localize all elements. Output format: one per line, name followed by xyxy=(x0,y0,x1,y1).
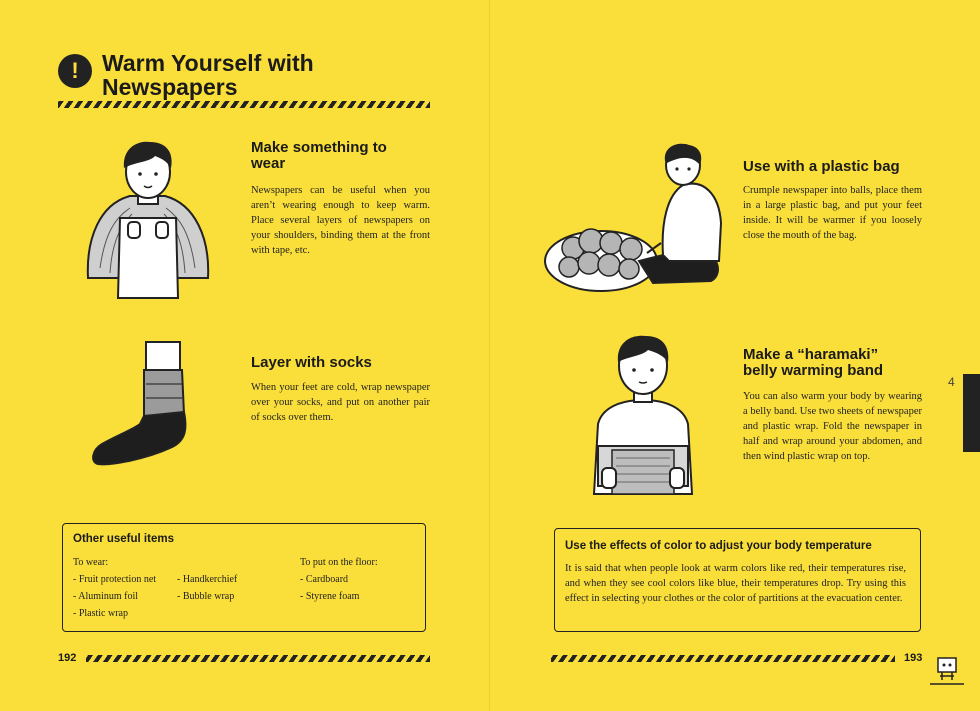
list-item: - Handkerchief xyxy=(177,574,238,585)
section-text: Newspapers can be useful when you aren’t wearing enough to keep warm. Place several layers of newspapers on your shoulders, binding them at the front with tape, etc. xyxy=(251,185,430,256)
page-number-left: 192 xyxy=(58,652,77,664)
footer-hazard-stripe xyxy=(86,655,430,662)
page-title-line: Newspapers xyxy=(102,74,238,100)
chapter-number: 4 xyxy=(948,375,955,389)
section-text: Crumple newspaper into balls, place them in a large plastic bag, and put your feet inside. It will be warmer if you loosely close the mouth of the bag. xyxy=(743,185,922,241)
section-heading-line: Make something to xyxy=(251,139,387,156)
section-heading-line: Layer with socks xyxy=(251,354,372,371)
page-gutter xyxy=(489,0,490,711)
section-heading-line: wear xyxy=(251,155,286,172)
section-heading-line: belly warming band xyxy=(743,362,884,379)
list-item: - Aluminum foil xyxy=(73,591,138,602)
floor-label: To put on the floor: xyxy=(300,557,378,568)
list-item: - Styrene foam xyxy=(300,591,360,602)
section-heading-line: Use with a plastic bag xyxy=(743,158,900,175)
footer-hazard-stripe xyxy=(551,655,895,662)
list-item: - Cardboard xyxy=(300,574,349,585)
page-number-right: 193 xyxy=(904,652,923,664)
section-heading xyxy=(743,159,900,175)
page-title-line: Warm Yourself with xyxy=(102,50,314,76)
useful-items-title: Other useful items xyxy=(73,533,174,545)
person-feet-in-bag xyxy=(543,143,725,293)
to-wear-label: To wear: xyxy=(73,557,109,568)
section-heading xyxy=(743,347,883,379)
list-item: - Plastic wrap xyxy=(73,608,128,619)
title-hazard-stripe xyxy=(58,101,430,108)
section-heading xyxy=(251,355,372,371)
disaster-mascot-icon xyxy=(930,656,964,686)
list-item: - Fruit protection net xyxy=(73,574,157,585)
color-effects-title: Use the effects of color to adjust your body temperature xyxy=(565,540,872,552)
sock-foot xyxy=(88,340,198,470)
list-item: - Bubble wrap xyxy=(177,591,235,602)
exclamation-icon: ! xyxy=(58,54,92,88)
section-heading-line: Make a “haramaki” xyxy=(743,346,879,363)
page-title xyxy=(102,51,362,99)
section-text: When your feet are cold, wrap newspaper over your socks, and put on another pair of socks over them. xyxy=(251,382,430,423)
person-with-newspaper-cape xyxy=(80,138,215,300)
color-effects-text: It is said that when people look at warm colors like red, their temperatures rise, and when they see cool colors like blue, their temperatures drop. Try using this effect in selecting your clothes or the color of partitions at the evacuation center. xyxy=(565,563,906,604)
person-belly-band xyxy=(590,334,696,496)
chapter-tab xyxy=(963,374,980,452)
section-text: You can also warm your body by wearing a belly band. Use two sheets of newspaper and plastic wrap. Fold the newspaper in half and wrap around your abdomen, and then wind plastic wrap on top. xyxy=(743,391,922,462)
section-heading xyxy=(251,140,387,172)
